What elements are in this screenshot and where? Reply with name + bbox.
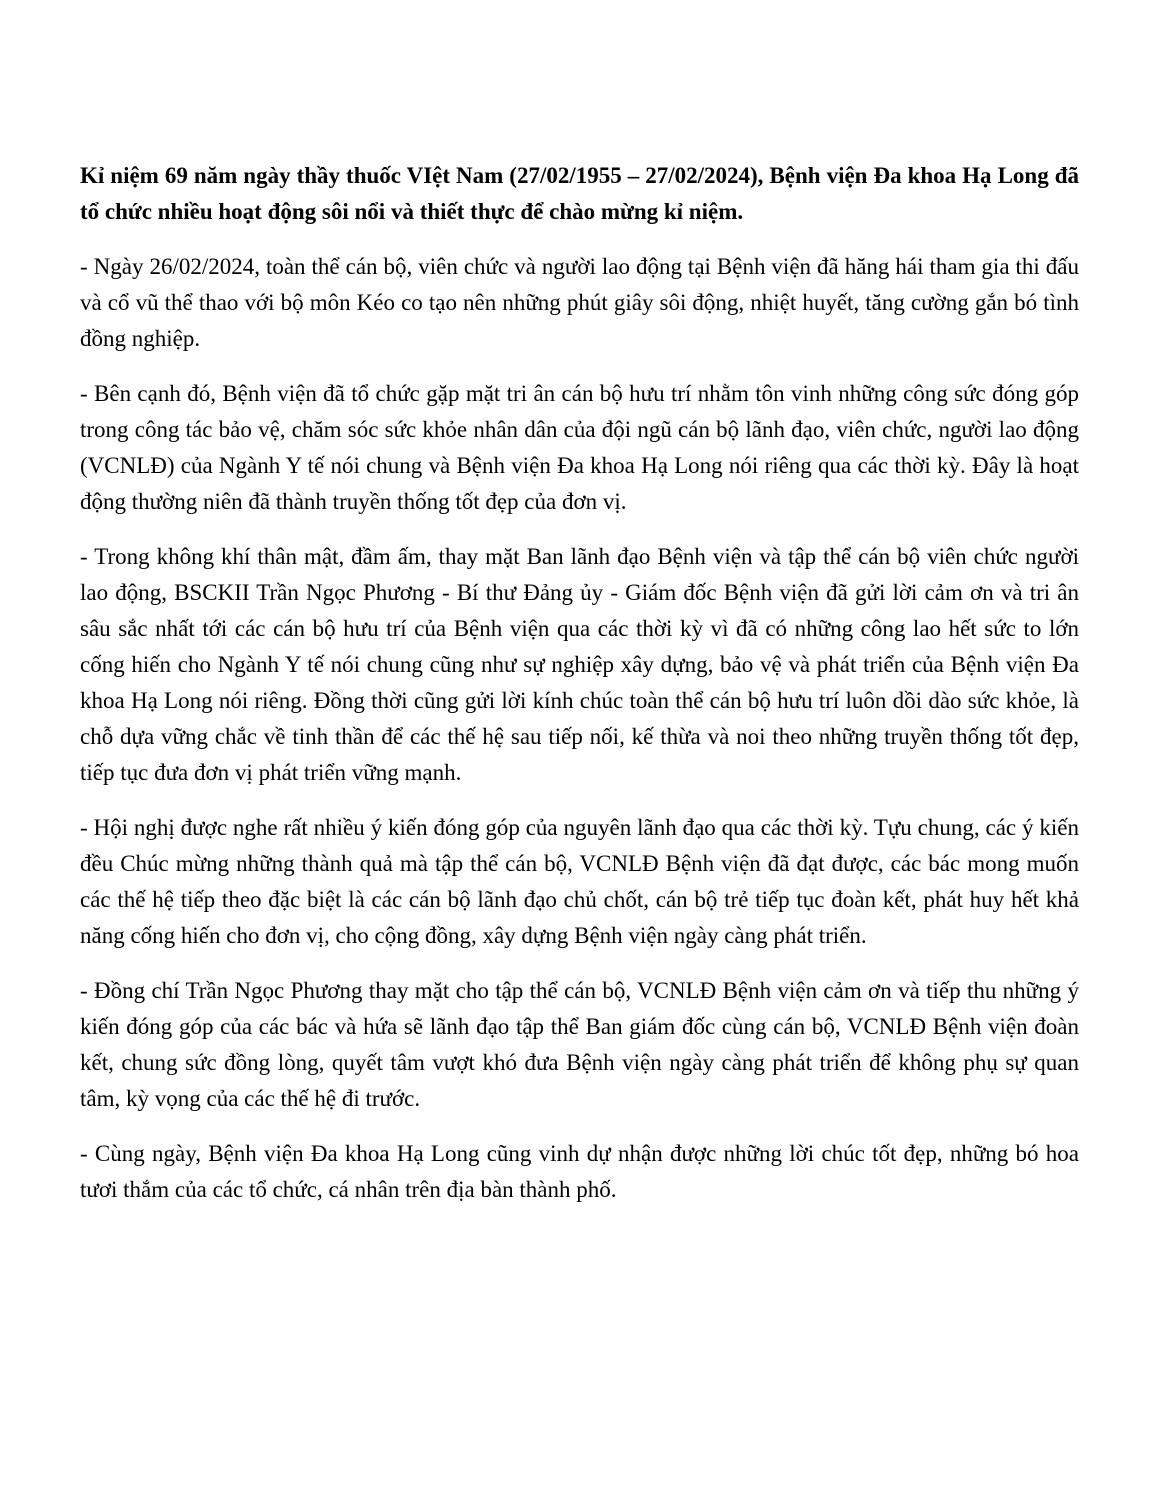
- paragraph-sports-event: - Ngày 26/02/2024, toàn thể cán bộ, viên chức và người lao động tại Bệnh viện đã hăng hái tham gia thi đấu và cổ vũ thể thao với bộ môn Kéo co tạo nên những phút giây sôi động, nhiệt huyết, tăng cường gắn bó tình đồng nghiệp.: [80, 254, 1079, 351]
- paragraph-conference-opinions: - Hội nghị được nghe rất nhiều ý kiến đóng góp của nguyên lãnh đạo qua các thời kỳ. Tựu chung, các ý kiến đều Chúc mừng những thành quả mà tập thể cán bộ, VCNLĐ Bệnh viện đã đạt được, các bác mong muốn các thế hệ tiếp theo đặc biệt là các cán bộ lãnh đạo chủ chốt, cán bộ trẻ tiếp tục đoàn kết, phát huy hết khả năng cống hiến cho đơn vị, cho cộng đồng, xây dựng Bệnh viện ngày càng phát triển.: [80, 815, 1079, 948]
- document-heading: Kỉ niệm 69 năm ngày thầy thuốc VIệt Nam (27/02/1955 – 27/02/2024), Bệnh viện Đa khoa Hạ Long đã tổ chức nhiều hoạt động sôi nổi và thiết thực để chào mừng kỉ niệm.: [80, 163, 1079, 224]
- paragraph-director-speech: - Trong không khí thân mật, đầm ấm, thay mặt Ban lãnh đạo Bệnh viện và tập thể cán bộ viên chức người lao động, BSCKII Trần Ngọc Phương - Bí thư Đảng ủy - Giám đốc Bệnh viện đã gửi lời cảm ơn và tri ân sâu sắc nhất tới các cán bộ hưu trí của Bệnh viện qua các thời kỳ vì đã có những công lao hết sức to lớn cống hiến cho Ngành Y tế nói chung cũng như sự nghiệp xây dựng, bảo vệ và phát triển của Bệnh viện Đa khoa Hạ Long nói riêng. Đồng thời cũng gửi lời kính chúc toàn thể cán bộ hưu trí luôn dồi dào sức khỏe, là chỗ dựa vững chắc về tinh thần để các thế hệ sau tiếp nối, kế thừa và noi theo những truyền thống tốt đẹp, tiếp tục đưa đơn vị phát triển vững mạnh.: [80, 544, 1079, 785]
- paragraph-director-thanks: - Đồng chí Trần Ngọc Phương thay mặt cho tập thể cán bộ, VCNLĐ Bệnh viện cảm ơn và tiếp thu những ý kiến đóng góp của các bác và hứa sẽ lãnh đạo tập thể Ban giám đốc cùng cán bộ, VCNLĐ Bệnh viện đoàn kết, chung sức đồng lòng, quyết tâm vượt khó đưa Bệnh viện ngày càng phát triển để không phụ sự quan tâm, kỳ vọng của các thế hệ đi trước.: [80, 978, 1079, 1111]
- document-page: [80, 158, 1079, 1227]
- paragraph-congratulations: - Cùng ngày, Bệnh viện Đa khoa Hạ Long cũng vinh dự nhận được những lời chúc tốt đẹp, những bó hoa tươi thắm của các tổ chức, cá nhân trên địa bàn thành phố.: [80, 1141, 1079, 1202]
- paragraph-retiree-meeting: - Bên cạnh đó, Bệnh viện đã tổ chức gặp mặt tri ân cán bộ hưu trí nhằm tôn vinh những công sức đóng góp trong công tác bảo vệ, chăm sóc sức khỏe nhân dân của đội ngũ cán bộ lãnh đạo, viên chức, người lao động (VCNLĐ) của Ngành Y tế nói chung và Bệnh viện Đa khoa Hạ Long nói riêng qua các thời kỳ. Đây là hoạt động thường niên đã thành truyền thống tốt đẹp của đơn vị.: [80, 381, 1079, 514]
